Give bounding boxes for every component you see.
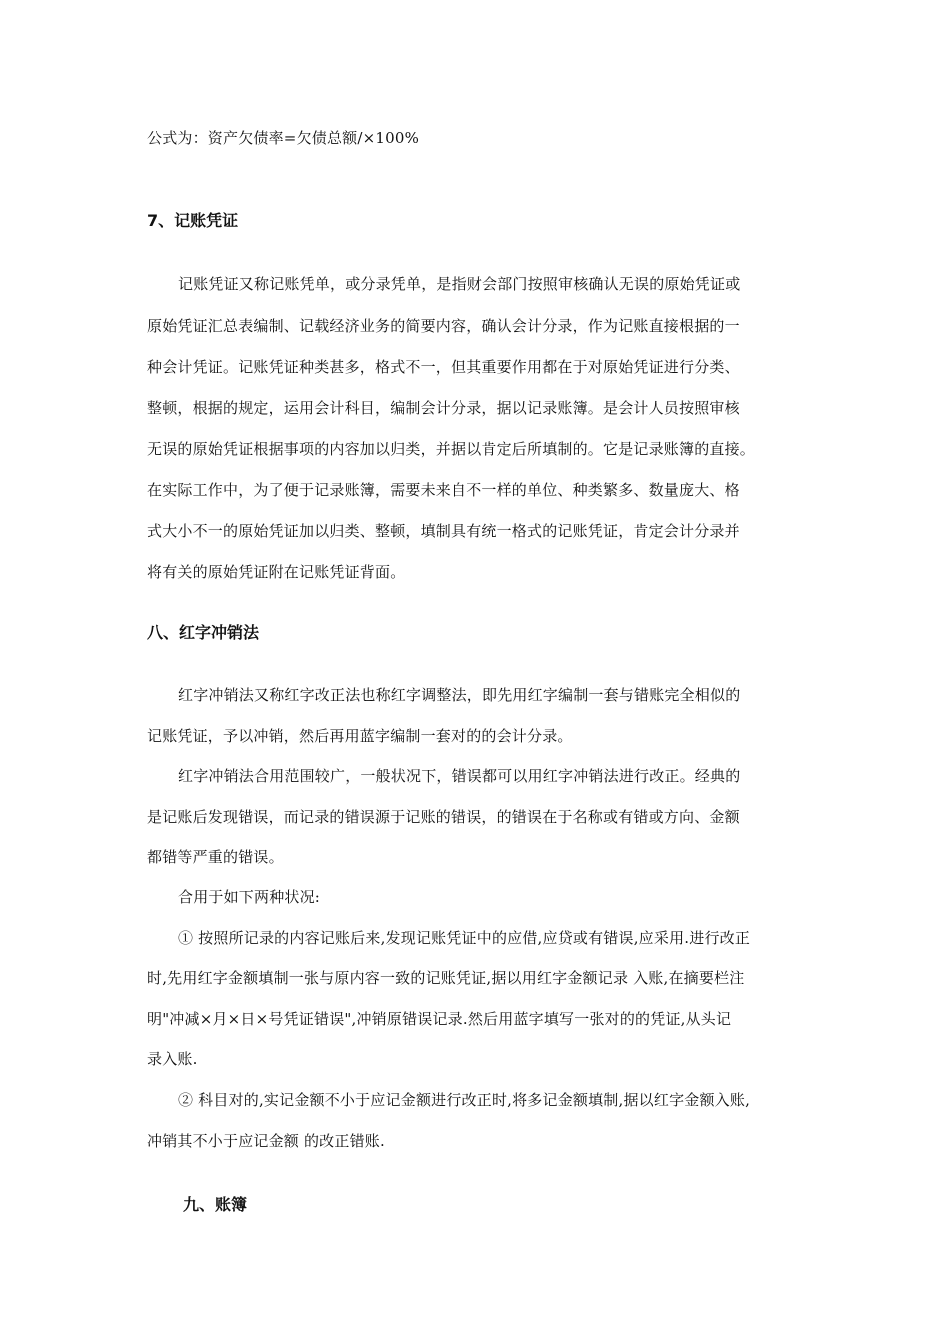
section-8-heading: 八、红字冲销法	[147, 623, 260, 642]
section-8-para2-line: 红字冲销法合用范围较广，一般状况下，错误都可以用红字冲销法进行改正。经典的	[178, 767, 741, 785]
section-8-para1-line: 记账凭证，予以冲销，然后再用蓝字编制一套对的的会计分录。	[147, 727, 573, 745]
section-8-item1-line: 明"冲减×月×日×号凭证错误",冲销原错误记录.然后用蓝字填写一张对的的凭证,从头记	[147, 1010, 732, 1028]
formula-line: 公式为：资产欠债率=欠债总额/×100%	[147, 129, 420, 147]
section-7-line: 记账凭证又称记账凭单，或分录凭单，是指财会部门按照审核确认无误的原始凭证或	[178, 275, 741, 293]
section-8-item2-line: ② 科目对的,实记金额不小于应记金额进行改正时,将多记金额填制,据以红字金额入账,	[178, 1091, 751, 1109]
section-8-item2-line: 冲销其不小于应记金额 的改正错账.	[147, 1132, 385, 1150]
section-7-line: 无误的原始凭证根据事项的内容加以归类，并据以肯定后所填制的。它是记录账簿的直接。	[147, 440, 756, 458]
section-8-para2-line: 都错等严重的错误。	[147, 848, 284, 866]
section-7-line: 整顿，根据的规定，运用会计科目，编制会计分录，据以记录账簿。是会计人员按照审核	[147, 399, 740, 417]
section-8-item1-line: ① 按照所记录的内容记账后来,发现记账凭证中的应借,应贷或有错误,应采用.进行改正	[178, 929, 751, 947]
section-7-line: 将有关的原始凭证附在记账凭证背面。	[147, 563, 406, 581]
section-7-line: 原始凭证汇总表编制、记载经济业务的简要内容，确认会计分录，作为记账直接根据的一	[147, 317, 740, 335]
section-8-item1-line: 录入账.	[147, 1050, 198, 1068]
section-7-line: 在实际工作中，为了便于记录账簿，需要未来自不一样的单位、种类繁多、数量庞大、格	[147, 481, 740, 499]
section-8-para3: 合用于如下两种状况:	[178, 888, 321, 906]
section-8-item1-line: 时,先用红字金额填制一张与原内容一致的记账凭证,据以用红字金额记录 入账,在摘要栏注	[147, 969, 745, 987]
section-9-heading: 九、账簿	[183, 1195, 248, 1214]
section-8-para1-line: 红字冲销法又称红字改正法也称红字调整法，即先用红字编制一套与错账完全相似的	[178, 686, 741, 704]
section-7-heading: 7、记账凭证	[147, 211, 239, 230]
section-7-line: 种会计凭证。记账凭证种类甚多，格式不一，但其重要作用都在于对原始凭证进行分类、	[147, 358, 740, 376]
section-8-para2-line: 是记账后发现错误，而记录的错误源于记账的错误，的错误在于名称或有错或方向、金额	[147, 808, 740, 826]
section-7-line: 式大小不一的原始凭证加以归类、整顿，填制具有统一格式的记账凭证，肯定会计分录并	[147, 522, 740, 540]
